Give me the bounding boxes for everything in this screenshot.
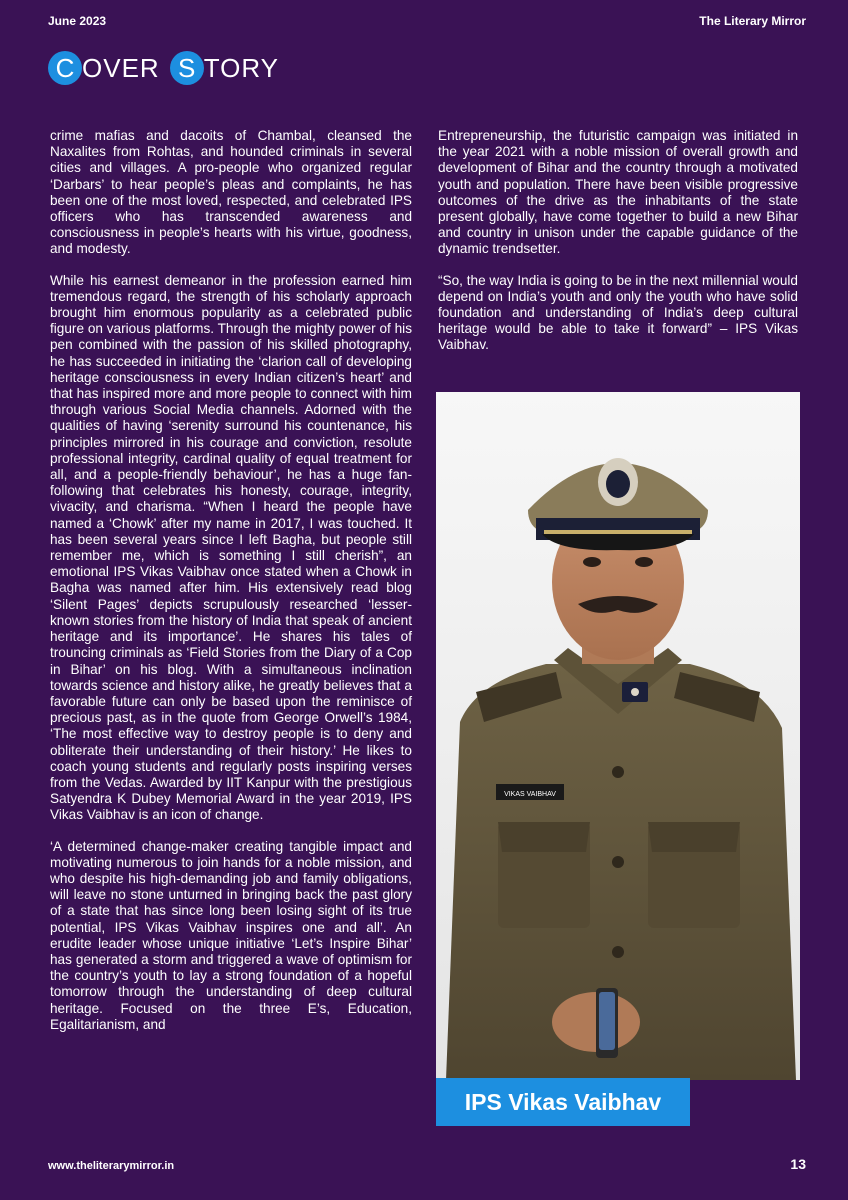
section-initial-c: C [48, 51, 82, 85]
article-left-column [50, 128, 412, 1048]
page-footer [48, 1156, 806, 1176]
article-paragraph: While his earnest demeanor in the profession earned him tremendous regard, the strength of his scholarly approach brought him enormous popularity as a celebrated public figure on various platforms. Through the mighty power of his pen combined with the passion of his skilled photography, he has succeeded in initiating the ‘clarion call of developing heritage consciousness in every Indian citizen’s heart’ and that has inspired more and more people to connect with him through various Social Media channels. Adorned with the qualities of having ‘serenity surround his countenance, his principles mirrored in his courage and conviction, resolute professional integrity, cardinal quality of equal treatment for all, and a people-friendly behaviour’, he has a huge fan-following that celebrates his honesty, courage, integrity, vivacity, and charisma. “When I heard the people have named a ‘Chowk’ after my name in 2017, I was touched. It has been several years since I left Bagha, but people still remember me, which is something I still cherish”, an emotional IPS Vikas Vaibhav once stated when a Chowk in Bagha was named after him. His extensively read blog ‘Silent Pages’ depicts scrupulously researched ‘lesser-known stories from the history of India that speak of ancient heritage and its importance’. He shares his tales of trouncing criminals as ‘Field Stories from the Diary of a Cop in Bihar’ on his blog. With a simultaneous inclination towards science and history alike, he greatly believes that a favorable future can only be based upon the reminisce of precious past, as in the quote from George Orwell’s 1984, ‘The most effective way to destroy people is to deny and obliterate their understanding of their history.’ He likes to coach young students and regularly posts inspiring verses from the Vedas. Awarded by IIT Kanpur with the prestigious Satyendra K Dubey Memorial Award in the year 2019, IPS Vikas Vaibhav is an icon of change. [50, 272, 412, 823]
page-header [48, 14, 806, 34]
footer-url[interactable]: www.theliterarymirror.in [48, 1160, 175, 1172]
photo-caption: IPS Vikas Vaibhav [436, 1078, 690, 1126]
officer-portrait-photo [436, 392, 800, 1080]
section-word-cover: OVER [82, 52, 160, 83]
section-title [48, 48, 289, 88]
article-quote: “So, the way India is going to be in the next millennial would depend on India’s youth and only the youth who have solid foundation and understanding of India’s deep cultural heritage would be able to take it forward” – IPS Vikas Vaibhav. [438, 272, 798, 353]
article-paragraph: ‘A determined change-maker creating tangible impact and motivating numerous to join hands for a noble mission, and who despite his high-demanding job and family obligations, will leave no stone unturned in bringing back the past glory of a state that has since long been losing sight of its true potential, IPS Vikas Vaibhav inspires one and all’. An erudite leader whose unique initiative ‘Let’s Inspire Bihar’ has generated a storm and triggered a wave of optimism for the country’s youth to lay a strong foundation of a hopeful tomorrow through the understanding of deep cultural heritage. Focused on the three E’s, Education, Egalitarianism, and [50, 838, 412, 1032]
name-tag-text: VIKAS VAIBHAV [504, 791, 556, 798]
magazine-name: The Literary Mirror [699, 14, 806, 28]
article-right-column [438, 128, 798, 369]
section-word-story: TORY [203, 52, 279, 83]
article-paragraph: Entrepreneurship, the futuristic campaign was initiated in the year 2021 with a noble mission of overall growth and development of Bihar and the country through a motivated youth and population. There have been visible progressive outcomes of the drive as the inhabitants of the state present globally, have come together to build a new Bihar and country in unison under the capable guidance of the dynamic trendsetter. [438, 128, 798, 257]
issue-date: June 2023 [48, 14, 107, 28]
portrait-illustration [436, 392, 800, 1080]
section-initial-s: S [170, 51, 204, 85]
page-number: 13 [790, 1156, 806, 1172]
article-paragraph: crime mafias and dacoits of Chambal, cleansed the Naxalites from Rohtas, and hounded criminals in several cities and villages. A pro-people who organized regular ‘Darbars’ to hear people’s pleas and complaints, he has been one of the most loved, respected, and celebrated IPS officers who has transcended awareness and consciousness in people’s hearts with his virtue, goodness, and modesty. [50, 128, 412, 257]
